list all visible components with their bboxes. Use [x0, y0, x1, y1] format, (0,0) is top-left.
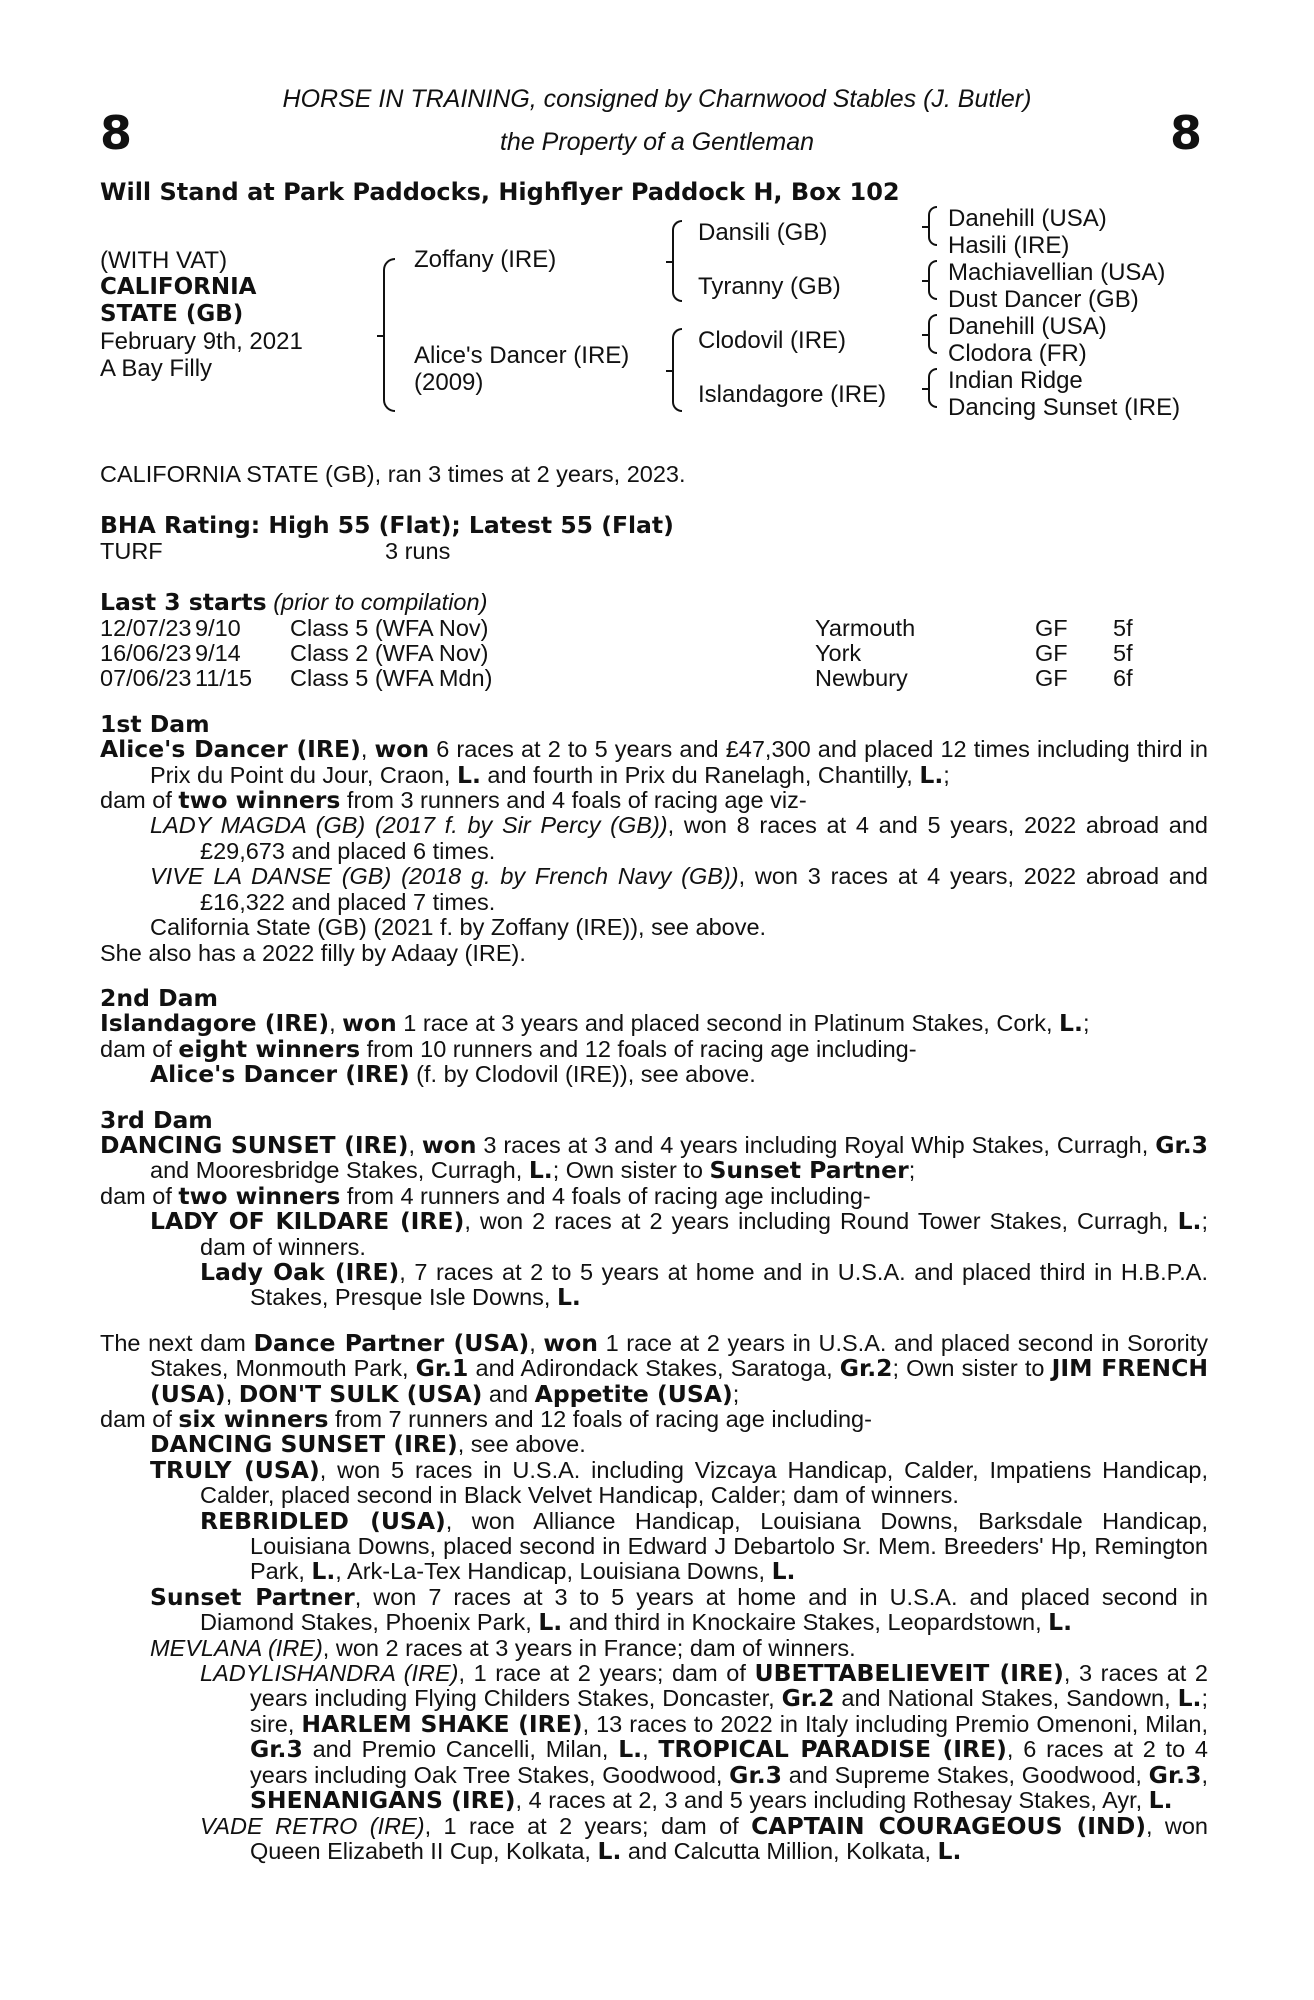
start-race: Class 5 (WFA Nov) [290, 614, 489, 641]
pedigree-ss: Dansili (GB) [698, 219, 828, 246]
horse-sex: A Bay Filly [100, 355, 213, 382]
start-date: 16/06/23 [100, 640, 192, 667]
bha-rating: BHA Rating: High 55 (Flat); Latest 55 (Flat) [100, 511, 674, 540]
dam3-produce: dam of two winners from 4 runners and 4 foals of racing age including- [100, 1181, 871, 1210]
last-starts-heading: Last 3 starts (prior to compilation) [100, 588, 488, 617]
nextdam-progeny-1: DANCING SUNSET (IRE), see above. [150, 1430, 586, 1459]
consignor-line: HORSE IN TRAINING, consigned by Charnwood Stables (J. Butler) [282, 85, 1032, 113]
pedigree-sd: Tyranny (GB) [698, 273, 841, 300]
start-position: 9/14 [195, 640, 241, 667]
dam2-heading: 2nd Dam [100, 983, 218, 1012]
start-going: GF [1035, 640, 1068, 667]
horse-name-line2: STATE (GB) [100, 301, 244, 327]
start-row [100, 641, 1208, 666]
nextdam-grandprogeny-1: REBRIDLED (USA), won Alliance Handicap, Louisiana Downs, Barksdale Handicap, Louisiana Downs, placed second in Edward J Debartolo Sr. Mem. Breeders' Hp, Remington Park, L., Ark-La-Tex Handicap, Louisiana Downs, L. [200, 1506, 1208, 1586]
lot-number-left: 8 [100, 106, 133, 160]
start-race: Class 5 (WFA Mdn) [290, 665, 493, 692]
dam1-record: Alice's Dancer (IRE), won 6 races at 2 to 5 years and £47,300 and placed 12 times including third in Prix du Point du Jour, Craon, L. and fourth in Prix du Ranelagh, Chantilly, L.; [100, 735, 1209, 789]
pedigree-sss: Danehill (USA) [948, 205, 1107, 232]
pedigree-ssd: Hasili (IRE) [948, 232, 1070, 259]
pedigree-brace-ds [928, 314, 937, 354]
pedigree-brace-dam [672, 328, 682, 412]
pedigree-dam [414, 342, 629, 396]
dam3-grandprogeny-1: Lady Oak (IRE), 7 races at 2 to 5 years at home and in U.S.A. and placed third in H.B.P.A. Stakes, Presque Isle Downs, L. [200, 1257, 1209, 1312]
pedigree-brace-ss [928, 206, 937, 246]
start-row [100, 666, 1208, 691]
horse-name-line1: CALIFORNIA [100, 274, 257, 300]
nextdam-grandprogeny-2: LADYLISHANDRA (IRE), 1 race at 2 years; dam of UBETTABELIEVEIT (IRE), 3 races at 2 years including Flying Childers Stakes, Doncaster, Gr.2 and National Stakes, Sandown, L.; sire, HARLEM SHAKE (IRE), 13 races to 2022 in Italy including Premio Omenoni, Milan, Gr.3 and Premio Cancelli, Milan, L., TROPICAL PARADISE (IRE), 6 races at 2 to 4 years including Oak Tree Stakes, Goodwood, Gr.3 and Supreme Stakes, Goodwood, Gr.3, SHENANIGANS (IRE), 4 races at 2, 3 and 5 years including Rothesay Stakes, Ayr, L. [200, 1659, 1209, 1815]
start-date: 12/07/23 [100, 614, 192, 641]
pedigree-dds: Indian Ridge [948, 367, 1083, 394]
pedigree-sds: Machiavellian (USA) [948, 259, 1166, 286]
start-distance: 6f [1113, 665, 1133, 692]
nextdam-produce: dam of six winners from 7 runners and 12 foals of racing age including- [100, 1405, 872, 1433]
horse-dob: February 9th, 2021 [100, 328, 303, 355]
nextdam-grandprogeny-3: VADE RETRO (IRE), 1 race at 2 years; dam of CAPTAIN COURAGEOUS (IND), won Queen Elizabeth II Cup, Kolkata, L. and Calcutta Million, Kolkata, L. [200, 1811, 1208, 1865]
pedigree-dd: Islandagore (IRE) [698, 381, 887, 408]
dam1-produce: dam of two winners from 3 runners and 4 foals of racing age viz- [100, 786, 807, 815]
start-going: GF [1035, 614, 1068, 641]
pedigree-ddd: Dancing Sunset (IRE) [948, 394, 1181, 421]
pedigree-dsd: Clodora (FR) [948, 340, 1087, 367]
pedigree-ds: Clodovil (IRE) [698, 327, 847, 354]
start-race: Class 2 (WFA Nov) [290, 640, 489, 667]
start-position: 9/10 [195, 614, 241, 641]
nextdam-progeny-4: MEVLANA (IRE), won 2 races at 3 years in France; dam of winners. [150, 1634, 856, 1661]
nextdam-progeny-2: TRULY (USA), won 5 races in U.S.A. including Vizcaya Handicap, Calder, Impatiens Handicap, Calder, placed second in Black Velvet Handicap, Calder; dam of winners. [150, 1455, 1208, 1509]
pedigree-brace-main [383, 258, 395, 412]
nextdam-progeny-3: Sunset Partner, won 7 races at 3 to 5 years at home and in U.S.A. and placed second in Diamond Stakes, Phoenix Park, L. and third in Knockaire Stakes, Leopardstown, L. [150, 1582, 1208, 1637]
dam3-heading: 3rd Dam [100, 1105, 213, 1134]
surface-runs-count: 3 runs [385, 537, 451, 564]
last-starts-table [100, 616, 1208, 692]
dam1-progeny-3: California State (GB) (2021 f. by Zoffany (IRE)), see above. [150, 914, 767, 941]
start-row [100, 616, 1208, 641]
pedigree-brace-dd [928, 368, 937, 408]
pedigree-dam-name: Alice's Dancer (IRE) [414, 342, 630, 369]
start-date: 07/06/23 [100, 665, 192, 692]
dam3-record: DANCING SUNSET (IRE), won 3 races at 3 and 4 years including Royal Whip Stakes, Curragh, Gr.3 and Mooresbridge Stakes, Curragh, L.; Own sister to Sunset Partner; [100, 1130, 1208, 1185]
catalogue-body [100, 462, 1208, 1864]
property-line: the Property of a Gentleman [499, 128, 815, 156]
dam1-also: She also has a 2022 filly by Adaay (IRE). [100, 939, 526, 966]
start-going: GF [1035, 665, 1068, 692]
horse-identity [100, 247, 303, 382]
vat-note: (WITH VAT) [100, 247, 228, 274]
pedigree-sdd: Dust Dancer (GB) [948, 286, 1139, 313]
race-summary: CALIFORNIA STATE (GB), ran 3 times at 2 years, 2023. [100, 461, 686, 487]
pedigree-dam-year: (2009) [414, 369, 484, 396]
dam3-progeny-1: LADY OF KILDARE (IRE), won 2 races at 2 years including Round Tower Stakes, Curragh, L.; dam of winners. [150, 1207, 1208, 1260]
dam2-produce: dam of eight winners from 10 runners and 12 foals of racing age including- [100, 1034, 917, 1063]
surface-runs [100, 539, 1208, 564]
nextdam-record: The next dam Dance Partner (USA), won 1 race at 2 years in U.S.A. and placed second in Sorority Stakes, Monmouth Park, Gr.1 and Adirondack Stakes, Saratoga, Gr.2; Own sister to JIM FRENCH (USA), DON'T SULK (USA) and Appetite (USA); [100, 1328, 1208, 1408]
start-course: Newbury [815, 665, 908, 692]
start-distance: 5f [1113, 640, 1133, 667]
pedigree-brace-sd [928, 260, 937, 300]
stand-location: Will Stand at Park Paddocks, Highflyer Paddock H, Box 102 [100, 178, 900, 206]
start-course: York [815, 640, 862, 667]
pedigree-dss: Danehill (USA) [948, 313, 1107, 340]
dam2-progeny-1: Alice's Dancer (IRE) (f. by Clodovil (IRE)), see above. [150, 1060, 756, 1089]
dam1-progeny-2: VIVE LA DANSE (GB) (2018 g. by French Navy (GB)), won 3 races at 4 years, 2022 abroad and £16,322 and placed 7 times. [150, 863, 1208, 915]
dam2-record: Islandagore (IRE), won 1 race at 3 years and placed second in Platinum Stakes, Cork, L.; [100, 1009, 1090, 1038]
pedigree-brace-sire [672, 220, 682, 302]
dam1-heading: 1st Dam [100, 709, 210, 738]
start-course: Yarmouth [815, 614, 916, 641]
start-position: 11/15 [195, 665, 253, 692]
lot-number-right: 8 [1170, 106, 1203, 160]
dam1-progeny-1: LADY MAGDA (GB) (2017 f. by Sir Percy (GB)), won 8 races at 4 and 5 years, 2022 abroad and £29,673 and placed 6 times. [150, 812, 1208, 864]
start-distance: 5f [1113, 614, 1133, 641]
pedigree-sire: Zoffany (IRE) [414, 246, 557, 273]
surface-label: TURF [100, 537, 163, 564]
